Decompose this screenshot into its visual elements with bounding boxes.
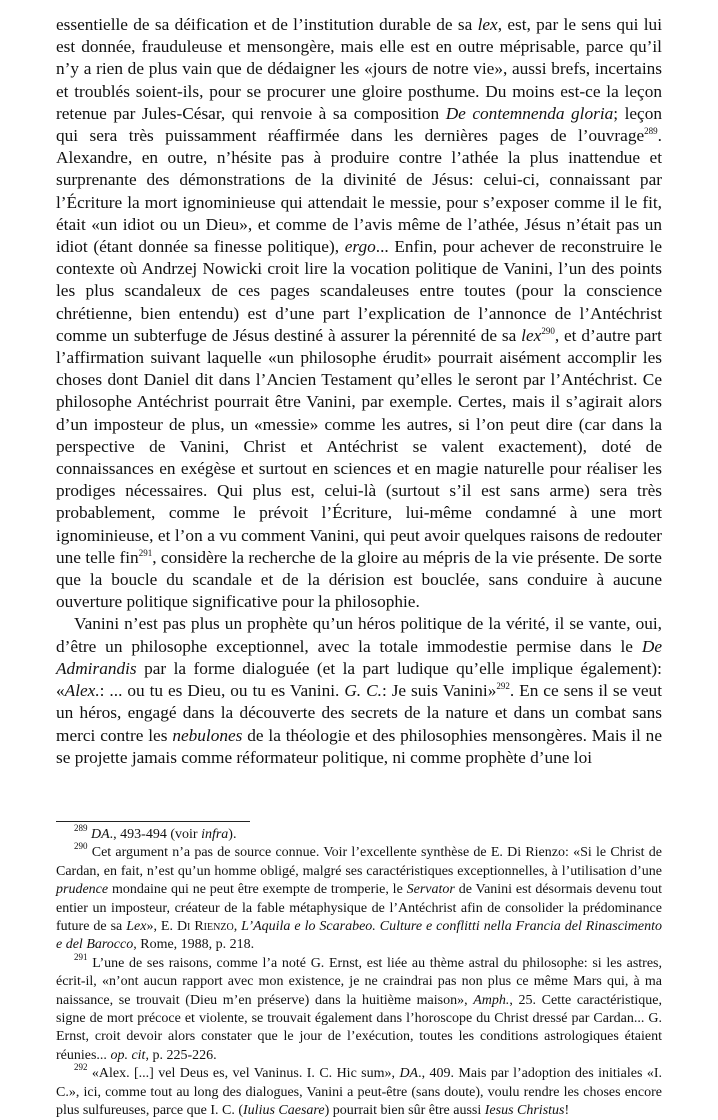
text-run: ... Enfin, pour achever de reconstruire le contexte où Andrzej Nowicki croit lire la vocation politique de Vanini, l’un des points les plus scandaleux de ces pages scandaleuses entre toutes (pour la conscience chrétienne, bien entendu) est d’une part l’explication de l’annonce de l’Antéchrist comme un subterfuge de Jésus destiné à assurer la pérennité de sa: [56, 237, 662, 345]
italic-title: De Admirandis: [56, 636, 662, 678]
text-run: Cet argument n’a pas de source connue. Voir l’excellente synthèse de E. Di Rienzo: «Si le Christ de Cardan, en fait, n’est qu’un homme obligé, malgré ses caractéristiques exceptionnelles, à l’utilisation d’une: [56, 845, 663, 879]
italic-term: nebulones: [172, 725, 243, 745]
footnote-ref-290[interactable]: 290: [541, 325, 555, 336]
text-run: mondaine qui ne peut être exempte de tromperie, le: [108, 882, 407, 898]
text-run: », E.: [146, 918, 177, 934]
italic-term: lex: [477, 15, 498, 34]
italic-term: infra: [201, 826, 229, 842]
text-run: , considère la recherche de la gloire au mépris de la vie présente. De sorte que la boucle du scandale et de la dérision est bouclée, sans conduire à aucune ouverture politique significative pour la philosophie.: [56, 547, 662, 612]
footnote-ref-291[interactable]: 291: [138, 547, 153, 558]
italic-abbr: Amph.: [473, 992, 510, 1008]
text-run: !: [564, 1103, 570, 1118]
footnote-number: 289: [74, 822, 88, 833]
italic-term: Iulius Caesare: [243, 1103, 325, 1118]
text-run: : Je suis Vanini»: [381, 681, 497, 701]
italic-abbr: DA: [91, 826, 110, 842]
text-run: «Alex. [...] vel Deus es, vel Vaninus. I. C. Hic sum»,: [91, 1066, 400, 1082]
text-run: ,: [233, 918, 242, 934]
footnote-number: 291: [74, 951, 88, 962]
italic-title: L’Aquila e lo Scarabeo. Culture e conflitti nella Francia del Rinascimento e del Barocco: [56, 918, 663, 953]
italic-title: De contemnenda gloria: [445, 103, 614, 123]
text-run: , est, par le sens qui lui est donnée, frauduleuse et mensongère, mais elle est en outre méprisable, parce qu’il n’y a rien de plus vain que de dédaigner les «jours de notre vie», aussi brefs, incertains et troublés soient-ils, pour se procurer une gloire posthume. Du moins est-ce la leçon retenue par Jules-César, qui renvoie à sa composition: [56, 15, 662, 123]
text-run: ., 493-494 (voir: [109, 826, 202, 842]
italic-term: prudence: [56, 882, 109, 898]
footnote-289: [56, 822, 662, 844]
footnote-291: [56, 951, 662, 1065]
footnote-number: 290: [74, 841, 88, 852]
text-run: , 25. Cette caractéristique, signe de mort précoce et violente, se trouvait également dans l’horoscope du Christ dressé par Cardan... G. Ernst, croit devoir alors constater que le jour de l’exécution, toutes les conditions astrologiques étaient réunies...: [56, 992, 662, 1063]
footnote-290: [56, 841, 663, 954]
text-run: de la théologie et des philosophies mensongères. Mais il ne se projette jamais comme réformateur politique, ni comme prophète d’une loi: [56, 725, 662, 767]
text-run: ; leçon qui sera très puissamment réaffirmée dans les dernières pages de l’ouvrage: [56, 103, 662, 146]
text-run: L’une de ses raisons, comme l’a noté G. Ernst, est liée au thème astral du philosophe: si les astres, écrit-il, «n’ont aucun rapport avec mon existence, je ne craindrai pas non plus ce même Mars qui, à ma naissance, se trouvait (Dieu m’en préserve) dans la huitième maison»,: [56, 955, 662, 1008]
text-run: essentielle de sa déification et de l’institution durable de sa: [56, 15, 478, 34]
footnotes: [56, 822, 663, 1120]
text-run: ) pourrait bien sûr être aussi: [324, 1103, 485, 1118]
italic-term: Iesus Christus: [484, 1103, 565, 1118]
italic-speaker: Alex.: [64, 681, 100, 701]
text-run: . Alexandre, en outre, n’hésite pas à produire contre l’athée la plus inattendue et surprenante des démonstrations de la divinité de Jésus: celui-ci, connaissant par l’Écriture la mort ignominieuse qui attendait le messie, pour s’exposer comme il le fit, était «un idiot ou un Dieu», et comme de l’avis même de l’athée, Jésus n’était pas un idiot (étant donnée sa finesse politique),: [56, 126, 662, 257]
footnote-separator: [56, 821, 250, 822]
text-run: , et d’autre part l’affirmation suivant laquelle «un philosophe érudit» pourrait aisément accomplir les choses dont Daniel dit dans l’Ancien Testament qu’elles le seront par l’Antéchrist. Ce philosophe Antéchrist pourrait être Vanini, par exemple. Certes, mais il s’agirait alors d’un imposteur de plus, un «messie» comme les autres, si l’on peut dire (car dans la perspective de Vanini, Christ et Antéchrist se valent exactement), doté de connaissances en exégèse et surtout en sciences et en magie naturelle pour réaliser les prodiges nécessaires. Qui plus est, celui-là (surtout s’il est sans arme) sera très probablement, comme le prévoit l’Écriture, lui-même condamné à une mort ignominieuse, et l’on a vu comment Vanini, qui peut avoir quelques raisons de redouter une telle fin: [56, 325, 662, 567]
text-run: par la forme dialoguée (et la part ludique qu’elle implique également): «: [56, 658, 662, 701]
italic-term: Servator: [406, 882, 455, 898]
footnote-292: [56, 1062, 662, 1120]
italic-abbr: op. cit: [110, 1047, 146, 1063]
page: [56, 14, 662, 1120]
text-run: de Vanini est désormais devenu tout entier un imposteur, créateur de la fable métaphysique de l’Antéchrist afin de consolider la prédominance future de sa: [56, 882, 662, 934]
footnote-ref-292[interactable]: 292: [496, 681, 510, 692]
footnote-number: 292: [74, 1062, 88, 1073]
text-run: ., 409. Mais par l’adoption des initiales «I. C.», ici, comme tout au long des dialogues, Vanini a peut-être (sans doute), voulu rendre les choses encore plus sulfureuses, parce que I. C. (: [56, 1066, 662, 1118]
text-run: : ... ou tu es Dieu, ou tu es Vanini.: [99, 681, 345, 701]
italic-term: lex: [521, 325, 542, 345]
author-name: Di Rienzo: [176, 918, 234, 934]
italic-term: Lex: [126, 918, 147, 934]
text-run: . En ce sens il se veut un héros, engagé dans la découverte des secrets de la nature et dans un combat sans merci contre les: [56, 681, 662, 745]
italic-abbr: DA: [399, 1066, 419, 1082]
footnote-ref-289[interactable]: 289: [644, 126, 658, 137]
italic-term: ergo: [344, 237, 376, 257]
paragraph-2: [56, 613, 662, 768]
text-run: , p. 225-226.: [145, 1047, 217, 1063]
italic-speaker: G. C.: [344, 681, 382, 701]
text-run: Vanini n’est pas plus un prophète qu’un héros politique de la vérité, il se vante, oui, d’être un philosophe exceptionnel, avec la totale immodestie permise dans le: [56, 614, 662, 656]
text-run: , Rome, 1988, p. 218.: [133, 937, 255, 953]
text-run: ).: [228, 826, 237, 842]
paragraph-1: [56, 14, 662, 613]
body-text: [56, 14, 662, 769]
